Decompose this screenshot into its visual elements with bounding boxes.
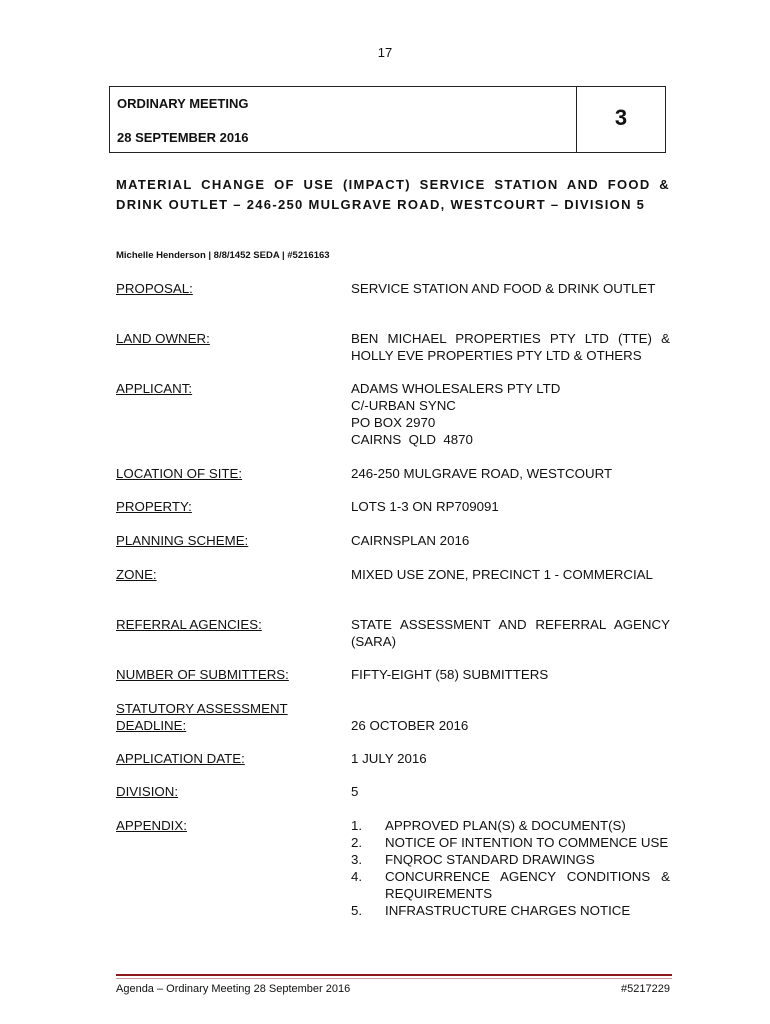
referral-label: REFERRAL AGENCIES: bbox=[116, 617, 262, 632]
submitters-label: NUMBER OF SUBMITTERS: bbox=[116, 667, 289, 682]
detail-row-applicant bbox=[116, 380, 670, 448]
planning-scheme-value: CAIRNSPLAN 2016 bbox=[351, 533, 470, 548]
detail-row-application-date bbox=[116, 750, 670, 767]
detail-row-division bbox=[116, 783, 670, 800]
referral-value: STATE ASSESSMENT AND REFERRAL AGENCY (SARA) bbox=[351, 617, 670, 649]
applicant-value bbox=[351, 380, 670, 448]
detail-row-deadline bbox=[116, 700, 670, 734]
meeting-date: 28 SEPTEMBER 2016 bbox=[117, 130, 249, 145]
deadline-label-line: DEADLINE: bbox=[116, 718, 187, 733]
appendix-item bbox=[351, 851, 670, 868]
applicant-line: ADAMS WHOLESALERS PTY LTD bbox=[351, 381, 561, 396]
report-title: MATERIAL CHANGE OF USE (IMPACT) SERVICE STATION AND FOOD & DRINK OUTLET – 246-250 MULGRAVE ROAD, WESTCOURT – DIVISION 5 bbox=[116, 177, 670, 212]
detail-row-land-owner bbox=[116, 330, 670, 364]
proposal-label: PROPOSAL: bbox=[116, 281, 193, 296]
detail-row-planning-scheme bbox=[116, 532, 670, 549]
meeting-info-cell bbox=[110, 87, 577, 152]
applicant-label: APPLICANT: bbox=[116, 381, 193, 396]
appendix-item-number: 1. bbox=[351, 818, 363, 833]
land-owner-label: LAND OWNER: bbox=[116, 331, 210, 346]
property-label: PROPERTY: bbox=[116, 499, 192, 514]
meeting-header-box bbox=[109, 86, 666, 153]
appendix-item-text: INFRASTRUCTURE CHARGES NOTICE bbox=[385, 903, 631, 918]
footer-document-number: #5217229 bbox=[621, 983, 670, 995]
detail-row-location bbox=[116, 465, 670, 482]
planning-scheme-label: PLANNING SCHEME: bbox=[116, 533, 249, 548]
appendix-item bbox=[351, 834, 670, 851]
footer-rule bbox=[116, 974, 672, 976]
deadline-value: 26 OCTOBER 2016 bbox=[351, 718, 469, 733]
proposal-value: SERVICE STATION AND FOOD & DRINK OUTLET bbox=[351, 281, 656, 296]
appendix-item-text: NOTICE OF INTENTION TO COMMENCE USE bbox=[385, 835, 669, 850]
detail-row-submitters bbox=[116, 666, 670, 683]
location-value: 246-250 MULGRAVE ROAD, WESTCOURT bbox=[351, 466, 613, 481]
detail-row-zone bbox=[116, 566, 670, 583]
applicant-line: CAIRNS QLD 4870 bbox=[351, 432, 473, 447]
appendix-item bbox=[351, 902, 670, 919]
land-owner-value: BEN MICHAEL PROPERTIES PTY LTD (TTE) & HOLLY EVE PROPERTIES PTY LTD & OTHERS bbox=[351, 331, 670, 363]
application-date-value: 1 JULY 2016 bbox=[351, 751, 427, 766]
deadline-label-line: STATUTORY ASSESSMENT bbox=[116, 701, 288, 716]
deadline-label bbox=[116, 700, 351, 734]
detail-row-referral bbox=[116, 616, 670, 650]
applicant-line: C/-URBAN SYNC bbox=[351, 398, 456, 413]
zone-value: MIXED USE ZONE, PRECINCT 1 - COMMERCIAL bbox=[351, 567, 653, 582]
zone-label: ZONE: bbox=[116, 567, 157, 582]
appendix-item-text: FNQROC STANDARD DRAWINGS bbox=[385, 852, 595, 867]
division-label: DIVISION: bbox=[116, 784, 179, 799]
appendix-item-text: CONCURRENCE AGENCY CONDITIONS & REQUIREMENTS bbox=[385, 869, 670, 901]
detail-row-appendix bbox=[116, 817, 670, 919]
meeting-type: ORDINARY MEETING bbox=[117, 96, 249, 111]
submitters-value: FIFTY-EIGHT (58) SUBMITTERS bbox=[351, 667, 549, 682]
division-value: 5 bbox=[351, 784, 359, 799]
appendix-item-text: APPROVED PLAN(S) & DOCUMENT(S) bbox=[385, 818, 626, 833]
appendix-item bbox=[351, 868, 670, 902]
appendix-item-number: 4. bbox=[351, 869, 363, 884]
applicant-line: PO BOX 2970 bbox=[351, 415, 436, 430]
footer-rule-secondary bbox=[116, 978, 672, 979]
appendix-item-number: 3. bbox=[351, 852, 363, 867]
detail-row-property bbox=[116, 498, 670, 515]
detail-row-proposal bbox=[116, 280, 670, 297]
page-number: 17 bbox=[377, 45, 393, 60]
item-number: 3 bbox=[614, 104, 628, 130]
author-reference: Michelle Henderson | 8/8/1452 SEDA | #5216163 bbox=[116, 250, 330, 261]
footer-agenda-title: Agenda – Ordinary Meeting 28 September 2016 bbox=[116, 983, 351, 995]
appendix-item-number: 5. bbox=[351, 903, 363, 918]
appendix-item-number: 2. bbox=[351, 835, 363, 850]
property-value: LOTS 1-3 ON RP709091 bbox=[351, 499, 499, 514]
application-date-label: APPLICATION DATE: bbox=[116, 751, 245, 766]
appendix-value bbox=[351, 817, 670, 919]
location-label: LOCATION OF SITE: bbox=[116, 466, 243, 481]
appendix-list bbox=[351, 817, 670, 919]
appendix-label: APPENDIX: bbox=[116, 818, 187, 833]
appendix-item bbox=[351, 817, 670, 834]
